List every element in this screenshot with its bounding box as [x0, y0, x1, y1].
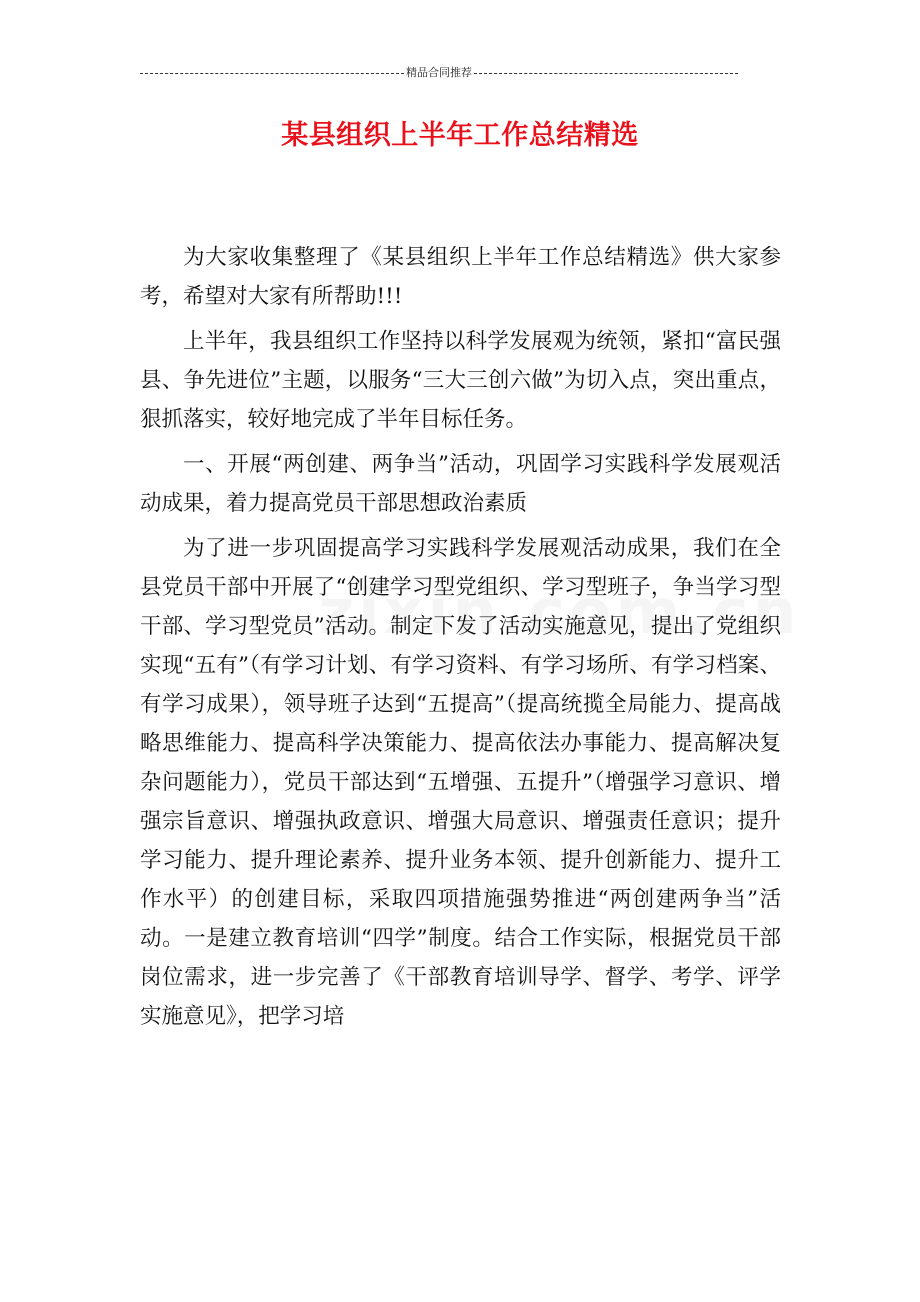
header-label: 精品合同推荐: [406, 66, 472, 79]
document-body: [140, 238, 781, 1042]
page-header: [140, 66, 738, 80]
header-dash-left: [140, 73, 404, 74]
header-dash-right: [474, 73, 738, 74]
paragraph-section-1: 为了进一步巩固提高学习实践科学发展观活动成果，我们在全县党员干部中开展了“创建学习型党组织、学习型班子，争当学习型干部、学习型党员”活动。制定下发了活动实施意见，提出了党组织实现“五有”（有学习计划、有学习资料、有学习场所、有学习档案、有学习成果），领导班子达到“五提高”（提高统揽全局能力、提高战略思维能力、提高科学决策能力、提高依法办事能力、提高解决复杂问题能力），党员干部达到“五增强、五提升”（增强学习意识、增强宗旨意识、增强执政意识、增强大局意识、增强责任意识；提升学习能力、提升理论素养、提升业务本领、提升创新能力、提升工作水平）的创建目标，采取四项措施强势推进“两创建两争当”活动。一是建立教育培训“四学”制度。结合工作实际，根据党员干部岗位需求，进一步完善了《干部教育培训导学、督学、考学、评学实施意见》，把学习培: [140, 536, 781, 1029]
paragraph-intro: 为大家收集整理了《某县组织上半年工作总结精选》供大家参考，希望对大家有所帮助!!!: [140, 245, 781, 309]
paragraph-summary: 上半年，我县组织工作坚持以科学发展观为统领，紧扣“富民强县、争先进位”主题，以服务“三大三创六做”为切入点，突出重点，狠抓落实，较好地完成了半年目标任务。: [140, 329, 781, 432]
document-title: 某县组织上半年工作总结精选: [281, 120, 639, 151]
section-heading-1: 一、开展“两创建、两争当”活动，巩固学习实践科学发展观活动成果，着力提高党员干部思想政治素质: [140, 452, 781, 516]
